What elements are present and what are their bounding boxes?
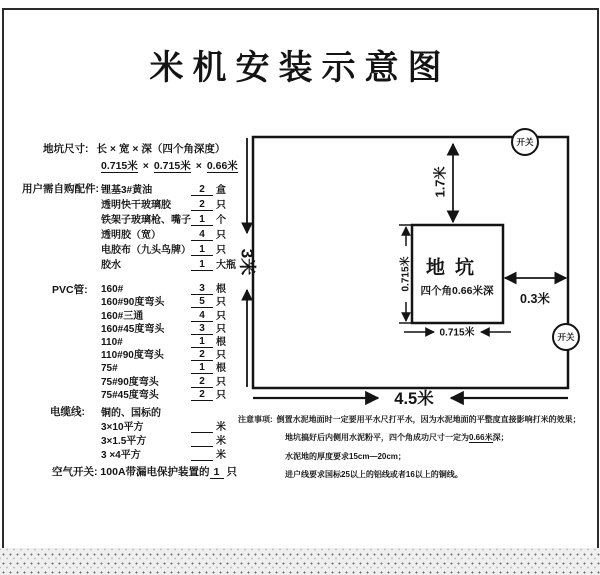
air-switch-unit: 只 [226,466,238,478]
item-unit: 根 [216,284,226,296]
note-text-2c: 深； [492,433,509,443]
times-sign: × [195,160,202,172]
item-qty: 2 [191,199,213,211]
list-item [101,419,226,433]
list-item [101,388,226,401]
dim-width-label: 4.5米 [394,390,434,408]
note-line-4: 进户线要求国标25以上的铝线或者16以上的铜线。 [285,470,463,480]
item-qty: 3 [191,323,213,335]
item-unit: 只 [216,230,226,241]
item-unit: 个 [216,215,226,226]
cable-list [101,419,226,461]
item-name: 锂基3#黄油 [101,185,153,196]
item-qty: 2 [191,184,213,196]
item-qty: 4 [191,229,213,241]
installation-diagram [238,118,600,419]
pit-size-values [101,158,238,173]
switch-right-label: 开关 [557,332,575,342]
pit-size-value-2: 0.715米 [153,160,191,172]
purchase-section-label: 用户需自购配件: [22,183,99,195]
item-unit: 只 [216,245,226,256]
list-item [101,196,236,211]
item-name: 透明胶（宽） [101,230,161,241]
item-qty: 2 [191,389,213,401]
item-unit: 根 [216,336,226,348]
item-qty: 2 [191,376,213,388]
item-name: 铁架子玻璃枪、嘴子 [101,215,191,226]
purchase-list [101,181,236,271]
item-name: 3×1.5平方 [101,436,147,447]
list-item [101,322,226,335]
item-unit: 米 [216,436,226,447]
item-qty: 1 [191,259,213,271]
list-item [101,181,236,196]
diagram-canvas [238,118,600,414]
list-item [101,433,226,447]
pvc-section-label: PVC管: [52,284,88,296]
list-item [101,256,236,271]
item-unit: 只 [216,350,226,362]
item-name: 160#45度弯头 [101,323,165,335]
item-unit: 只 [216,323,226,335]
notes-section [238,411,596,485]
pit-size-value-1: 0.715米 [101,160,138,172]
item-name: 3×10平方 [101,422,144,433]
notes-label: 注意事项: [238,415,273,424]
item-name: 110#90度弯头 [101,350,164,362]
pit-depth-label: 四个角0.66米深 [420,285,494,297]
list-item [101,447,226,461]
item-unit: 只 [216,200,226,211]
pvc-list [101,282,226,401]
list-item [101,226,236,241]
item-unit: 大瓶 [216,260,236,271]
item-unit: 盒 [216,185,226,196]
item-unit: 只 [216,389,226,401]
dim-side-label: 0.3米 [520,292,550,306]
dim-height-label: 3米 [238,248,257,276]
list-item [101,348,226,361]
air-switch-qty: 1 [210,467,224,479]
item-unit: 米 [216,422,226,433]
switch-top-label: 开关 [516,137,534,147]
item-name: 75# [101,363,118,375]
item-name: 75#45度弯头 [101,389,159,401]
note-text-2a: 地坑搞好后内侧用水泥粉平，四个角成功尺寸一定为 [285,433,469,443]
item-name: 透明快干玻璃胶 [101,200,171,211]
item-qty: 5 [191,296,213,308]
item-qty: 1 [191,214,213,226]
air-switch-text: 100A带漏电保护装置的 [100,466,210,478]
list-item [101,211,236,226]
item-unit: 只 [216,310,226,322]
item-unit: 米 [216,450,226,461]
pit-size-label: 地坑尺寸: [43,143,89,155]
item-name: 胶水 [101,260,121,271]
item-qty: 2 [191,349,213,361]
item-name: 电胶布（九头鸟牌） [101,245,191,256]
item-qty: 3 [191,283,213,295]
item-name: 3 ×4平方 [101,450,141,461]
dim-pit-bottom-label: 0.715米 [439,327,475,339]
dim-pit-left-label: 0.715米 [400,256,412,292]
halftone-texture [0,548,600,575]
cable-note: 铜的、国标的 [101,408,161,419]
item-qty: 1 [191,362,213,374]
list-item [101,241,236,256]
page-title: 米机安装示意图 [149,49,451,87]
note-text-1: 倒置水泥地面时一定要用平水尺打平水，因为水泥地面的平整度直接影响打米的效果； [276,415,581,424]
item-name: 110# [101,336,123,348]
item-qty: 1 [191,244,213,256]
pit-size-formula: 长 × 宽 × 深（四个角深度） [96,143,226,155]
note-line-3: 水泥地的厚度要求15cm—20cm； [285,451,406,461]
air-switch-row [52,464,237,479]
air-switch-label: 空气开关: [52,466,98,478]
note-text-2b: 0.66米 [469,433,493,443]
item-name: 160#90度弯头 [101,297,165,309]
item-unit: 根 [216,363,226,375]
item-qty: 4 [191,310,213,322]
item-name: 75#90度弯头 [101,376,159,388]
item-qty [191,460,213,461]
item-qty [191,432,213,433]
item-name: 160#三通 [101,310,144,322]
item-qty [191,446,213,447]
item-qty: 1 [191,336,213,348]
pit-size-value-3: 0.66米 [206,160,238,172]
dim-top-label: 1.7米 [432,166,448,198]
note-line-2 [238,429,596,447]
item-unit: 只 [216,376,226,388]
item-name: 160# [101,284,124,296]
pit-title: 地坑 [425,257,485,279]
note-line-1 [238,411,596,429]
pit-size-row [43,141,225,156]
times-sign: × [142,160,149,172]
item-unit: 只 [216,297,226,309]
cable-section-label: 电缆线: [50,406,85,418]
